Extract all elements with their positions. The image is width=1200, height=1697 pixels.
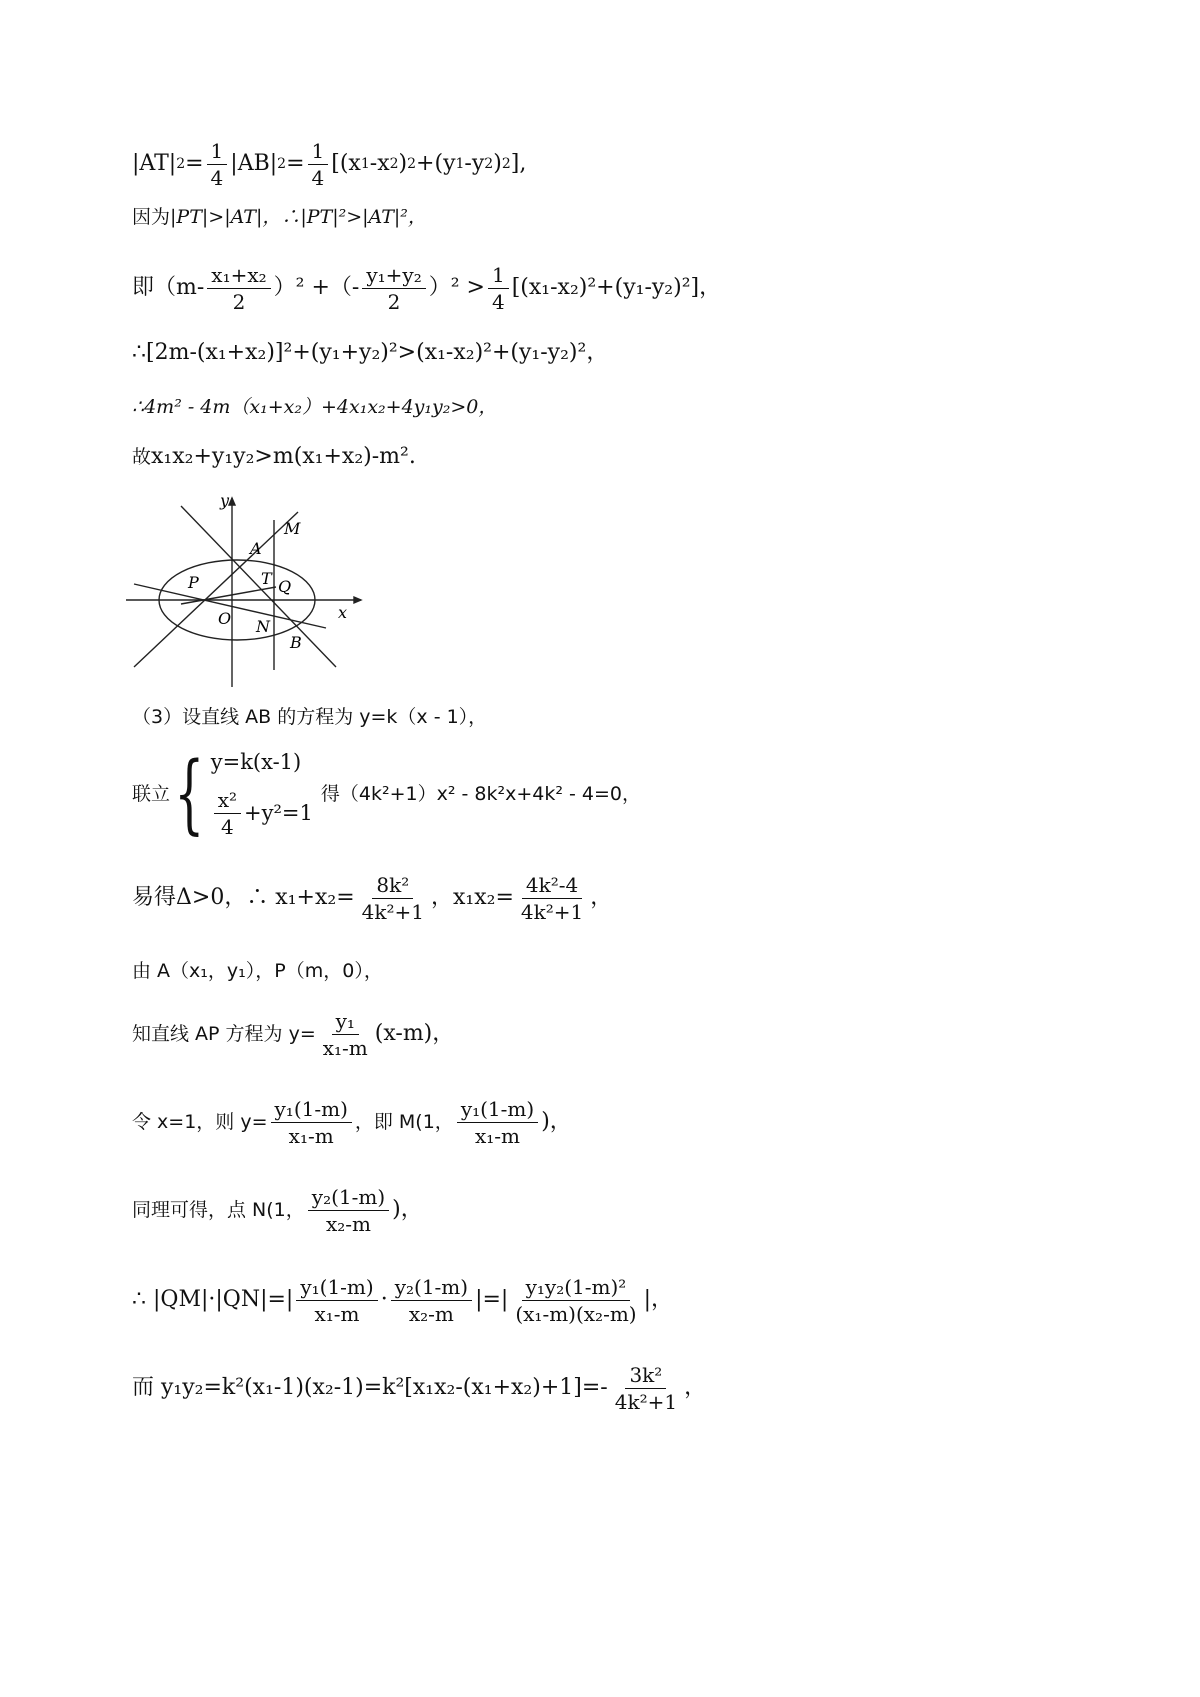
combine-text: 联立 xyxy=(132,782,171,805)
ellipse-figure xyxy=(126,492,366,692)
fraction-product xyxy=(517,874,587,923)
exponent: 2 xyxy=(407,156,417,173)
expr-part: (x-m)， xyxy=(374,1021,455,1047)
system-line xyxy=(132,744,1140,845)
inequality-expr: ∴4m² - 4m（x₁+x₂）+4x₁x₂+4y₁y₂>0， xyxy=(132,396,498,418)
expr-part: +y²=1 xyxy=(244,801,313,826)
denominator: 4 xyxy=(311,166,325,190)
equation-system xyxy=(170,744,313,845)
denominator: 2 xyxy=(232,290,246,314)
numerator: 1 xyxy=(308,140,329,165)
numerator: 8k² xyxy=(372,874,413,899)
denominator: x₂-m xyxy=(325,1212,371,1236)
numerator: y₁ xyxy=(332,1010,359,1035)
numerator: y₁(1-m) xyxy=(457,1098,538,1123)
expr-part: 知直线 AP 方程为 y= xyxy=(132,1023,316,1046)
vieta-line xyxy=(132,874,1140,923)
numerator: y₂(1-m) xyxy=(308,1186,389,1211)
expr-part: ， xyxy=(684,1375,707,1401)
system-rows xyxy=(211,750,313,838)
denominator: 4 xyxy=(210,166,224,190)
therefore-line-1 xyxy=(132,340,1140,366)
expr-part: -x xyxy=(369,151,390,177)
denominator: 4 xyxy=(491,290,505,314)
equals: = xyxy=(286,151,305,177)
product-qm-qn xyxy=(132,1276,1140,1325)
numerator: 4k²-4 xyxy=(522,874,582,899)
expr-part: )， xyxy=(392,1197,423,1223)
label-m: M xyxy=(284,519,301,538)
denominator: x₁-m xyxy=(322,1036,368,1060)
subscript: 1 xyxy=(360,156,370,173)
expr-part: ，即 M(1， xyxy=(354,1111,454,1134)
expr-part: 即（m- xyxy=(132,275,205,301)
label-o: O xyxy=(218,609,232,628)
numerator: y₁(1-m) xyxy=(296,1276,377,1301)
fraction-qn xyxy=(391,1276,472,1325)
expr-part: 而 y₁y₂=k²(x₁-1)(x₂-1)=k²[x₁x₂-(x₁+x₂)+1]=- xyxy=(132,1375,608,1401)
numerator: y₁y₂(1-m)² xyxy=(522,1276,631,1301)
fraction-m-y xyxy=(271,1098,352,1147)
expr-part: ], xyxy=(510,151,527,177)
expr-part: +(y xyxy=(416,151,456,177)
label-b: B xyxy=(290,633,302,652)
exponent: 2 xyxy=(277,156,287,173)
expr-part: ∴ |QM|·|QN|=| xyxy=(132,1287,294,1313)
fraction-result xyxy=(611,1364,681,1413)
inequality-expr: x₁x₂+y₁y₂>m(x₁+x₂)-m². xyxy=(151,444,416,469)
expr-part: ）² > xyxy=(428,275,485,301)
y1y2-line xyxy=(132,1364,1140,1413)
expr-part: ， xyxy=(590,885,613,911)
ab-abs: |AB| xyxy=(230,151,278,177)
exponent: 2 xyxy=(176,156,186,173)
left-brace: { xyxy=(174,744,205,845)
denominator: x₁-m xyxy=(314,1302,360,1326)
therefore-line-2 xyxy=(132,396,1140,419)
expr-part: ) xyxy=(493,151,502,177)
numerator: 1 xyxy=(488,264,509,289)
x-arrow xyxy=(354,597,361,603)
numerator: x₁+x₂ xyxy=(207,264,270,289)
line-ap-equation xyxy=(132,1010,1140,1059)
hence-text: 故 xyxy=(132,445,152,468)
denominator: 4 xyxy=(221,815,234,840)
expr-part: ) xyxy=(398,151,408,177)
exponent: 2 xyxy=(501,156,511,173)
fraction-slope xyxy=(319,1010,372,1059)
line-pb xyxy=(181,506,336,667)
subscript: 2 xyxy=(484,156,494,173)
denominator: (x₁-m)(x₂-m) xyxy=(515,1302,637,1326)
equation-at-squared xyxy=(132,140,1140,189)
fraction-m-y2 xyxy=(457,1098,538,1147)
label-a: A xyxy=(250,539,262,558)
expr-part: |=| xyxy=(475,1287,509,1313)
points-text: 由 A（x₁，y₁），P（m，0）， xyxy=(132,960,383,982)
label-x: x xyxy=(338,603,348,622)
numerator: x² xyxy=(214,789,241,814)
denominator: 4k²+1 xyxy=(361,900,424,924)
y-arrow xyxy=(229,498,235,505)
expr-part: [(x₁-x₂)²+(y₁-y₂)²]， xyxy=(511,275,722,301)
fraction-qm xyxy=(296,1276,377,1325)
expr-part: 同理可得，点 N(1， xyxy=(132,1199,305,1222)
expr-part: [(x xyxy=(331,151,361,177)
expr-part: · xyxy=(380,1287,388,1313)
because-line xyxy=(132,206,1140,229)
subscript: 1 xyxy=(455,156,465,173)
part-3-heading xyxy=(132,706,1140,729)
part-3-text: （3）设直线 AB 的方程为 y=k（x - 1）， xyxy=(132,706,488,728)
fraction-n-y xyxy=(308,1186,389,1235)
label-y: y xyxy=(220,492,230,510)
denominator: 4k²+1 xyxy=(520,900,584,924)
fraction-x2-over-4 xyxy=(214,789,241,838)
expr-part: -y xyxy=(464,151,485,177)
system-row-1: y=k(x-1) xyxy=(210,750,302,774)
subscript: 2 xyxy=(389,156,399,173)
fraction-y-mid xyxy=(362,264,425,313)
conclusion-line xyxy=(132,444,1140,470)
inequality-expr: |PT|>|AT|，∴|PT|²>|AT|²， xyxy=(170,206,427,228)
numerator: 1 xyxy=(207,140,228,165)
denominator: 2 xyxy=(387,290,401,314)
numerator: y₁(1-m) xyxy=(271,1098,352,1123)
equals: = xyxy=(185,151,204,177)
fraction-x-mid xyxy=(207,264,270,313)
label-q: Q xyxy=(278,577,292,596)
expr-part: 令 x=1，则 y= xyxy=(132,1111,268,1134)
expr-part: ）² +（- xyxy=(273,275,360,301)
because-text: 因为 xyxy=(132,206,171,228)
fraction-combined xyxy=(511,1276,640,1325)
fraction-quarter xyxy=(308,140,329,189)
denominator: x₁-m xyxy=(288,1124,334,1148)
expr-part: 易得Δ>0，∴ x₁+x₂= xyxy=(132,885,355,911)
denominator: x₁-m xyxy=(474,1124,521,1148)
resulting-equation: 得（4k²+1）x² - 8k²x+4k² - 4=0， xyxy=(320,782,641,805)
denominator: 4k²+1 xyxy=(614,1390,678,1414)
expr-part: ，x₁x₂= xyxy=(430,885,514,911)
expr-part: |， xyxy=(643,1287,674,1313)
numerator: y₁+y₂ xyxy=(362,264,425,289)
at-abs: |AT| xyxy=(132,151,177,177)
inequality-expr: ∴[2m-(x₁+x₂)]²+(y₁+y₂)²>(x₁-x₂)²+(y₁-y₂)²， xyxy=(132,340,609,365)
numerator: 3k² xyxy=(625,1364,666,1389)
fraction-quarter xyxy=(488,264,509,313)
label-t: T xyxy=(261,569,272,588)
denominator: x₂-m xyxy=(408,1302,454,1326)
point-n-line xyxy=(132,1186,1140,1235)
fraction-sum xyxy=(358,874,428,923)
expr-part: )， xyxy=(541,1109,572,1135)
numerator: y₂(1-m) xyxy=(391,1276,472,1301)
point-m-line xyxy=(132,1098,1140,1147)
label-p: P xyxy=(188,573,199,592)
fraction-quarter xyxy=(207,140,228,189)
points-line xyxy=(132,960,1140,983)
system-row-2 xyxy=(211,789,313,838)
inequality-expanded xyxy=(132,264,1140,313)
label-n: N xyxy=(256,617,270,636)
